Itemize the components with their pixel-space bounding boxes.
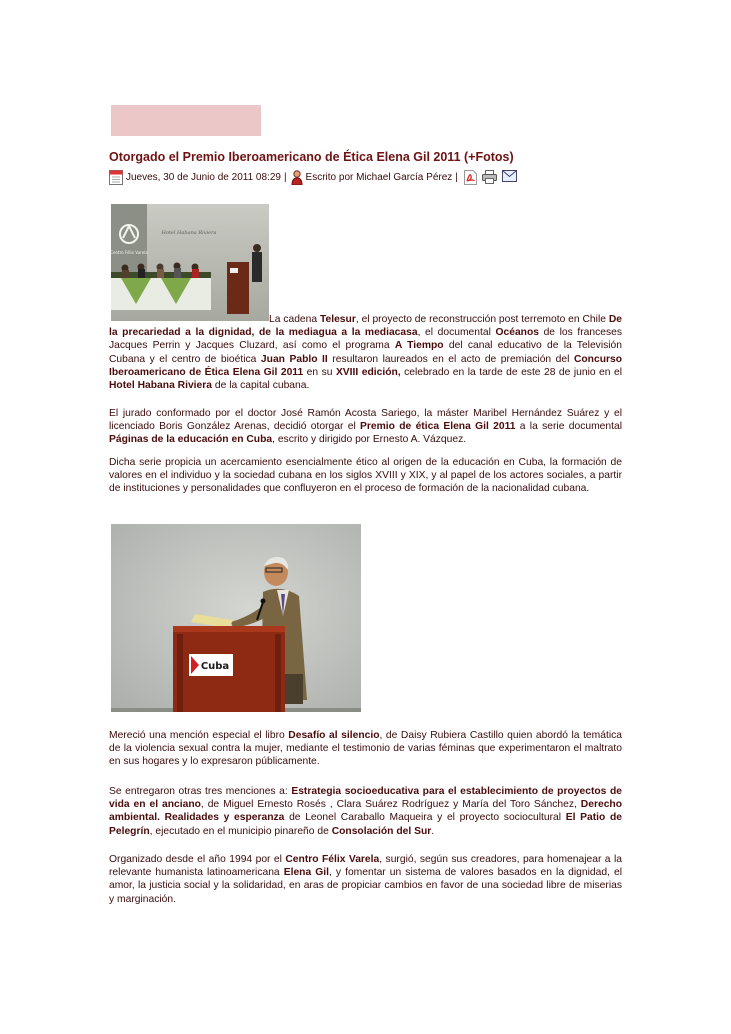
photo1-hotel-text: Hotel Habana Riviera [161,230,217,236]
p5-s4: , ejecutado en el municipio pinareño de [149,825,332,837]
p5-b3: El Patio de Pelegrín [109,812,622,837]
paragraph-2 [109,407,622,447]
p2-b1: Premio de ética Elena Gil 2011 [360,421,516,433]
meta-separator-2: | [455,171,458,183]
p3-s1: Dicha serie propicia un acercamiento esencialmente ético al origen de la educación en Cuba, la formación de valores en el individuo y la sociedad cubana en los siglos XVIII y XIX, y al papel de los actores sociales, a partir de instituciones y personalidades que confluyeron en el proceso de formación de la nacionalidad cubana. [109,457,622,495]
p6-s3: , y fomentar un sistema de valores basados en la dignidad, el amor, la justicia social y la solidaridad, en aras de propiciar cambios en favor de una sociedad libre de miserias y marginación. [109,867,622,905]
pdf-icon[interactable] [464,170,477,185]
paragraph-5 [109,785,622,838]
p6-s1: Organizado desde el año 1994 por el [109,854,286,865]
p1-b4: A Tiempo [394,340,444,352]
article-author: Escrito por Michael García Pérez [305,171,453,183]
paragraph-6 [109,853,622,906]
email-icon[interactable] [502,170,517,185]
p1-b2: De la precariedad a la dignidad, de la mediagua a la mediacasa [109,314,622,339]
p4-s1: Mereció una mención especial el libro [109,730,289,741]
article-date: Jueves, 30 de Junio de 2011 08:29 [126,171,281,183]
p2-s2: a la serie documental [515,421,622,433]
p5-s1: Se entregaron otras tres menciones a: [109,786,292,797]
podium-logo-text: Cuba [200,661,230,672]
meta-separator: | [283,171,287,183]
p1-b5: Juan Pablo II [260,353,328,365]
calendar-icon [109,169,123,185]
p1-s3: , el documental [417,327,496,339]
ceremony-photo[interactable] [111,204,269,321]
p1-b3: Océanos [495,327,539,339]
p6-b1: Centro Félix Varela [285,854,380,865]
author-icon [291,170,303,185]
p2-s1: El jurado conformado por el doctor José Ramón Acosta Sariego, la máster Maribel Hernández Suárez y el licenciado Boris González Arenas, decidió otorgar el [109,408,622,433]
p1-b6: Concurso Iberoamericano de Ética Elena Gil 2011 [109,353,623,378]
article-meta [109,168,517,186]
p5-s5: . [431,825,435,837]
p5-s2: , de Miguel Ernesto Rosés , Clara Suárez Rodríguez y María del Toro Sánchez, [200,799,581,811]
speaker-photo[interactable] [111,524,361,712]
p2-s3: , escrito y dirigido por Ernesto A. Vázquez. [272,434,467,446]
p1-b7: XVIII edición, [335,366,401,378]
p4-s2: , de Daisy Rubiera Castillo quien abordó la temática de la violencia sexual contra la mujer, mediante el testimonio de varias féminas que experimentaron el maltrato en sus hogares y lo expresaron públicamente. [109,730,622,768]
print-icon[interactable] [482,170,497,185]
photo1-sign-text: Centro Félix Varela [111,250,148,255]
p1-s9: de la capital cubana. [212,380,310,392]
paragraph-4 [109,729,622,769]
paragraph-3 [109,456,622,496]
p6-b2: Elena Gil [283,867,329,879]
header-banner [111,105,261,136]
article-tools [464,170,517,185]
p5-b4: Consolación del Sur [331,825,432,837]
p5-b2: Derecho ambiental. Realidades y esperanza [109,799,622,824]
article-title[interactable]: Otorgado el Premio Iberoamericano de Ética Elena Gil 2011 (+Fotos) [109,150,514,164]
p1-b1: Telesur [319,314,356,325]
p5-b1: Estrategia socioeducativa para el establecimiento de proyectos de vida en el anciano [109,786,622,811]
p1-s7: en su [303,366,336,378]
p6-s2: , surgió, según sus creadores, para homenajear a la relevante humanista latinoamericana [109,854,622,879]
p1-s2: , el proyecto de reconstrucción post terremoto en Chile [355,314,609,325]
p1-s4: de los franceses Jacques Perrin y Jacques Cluzard, así como el programa [109,327,623,352]
paragraph-1 [109,313,622,392]
p1-s5: del canal educativo de la Televisión Cubana y el centro de bioética [109,340,623,365]
p5-s3: de Leonel Caraballo Maqueira y el proyecto sociocultural [284,812,566,824]
p1-s6: resultaron laureados en el acto de premiación del [327,353,574,365]
p4-b1: Desafío al silencio [288,730,380,741]
p1-s8: celebrado en la tarde de este 28 de junio en el [400,366,622,378]
p1-s1: La cadena [269,314,320,325]
p1-b8: Hotel Habana Riviera [109,380,213,392]
p2-b2: Páginas de la educación en Cuba [109,434,273,446]
